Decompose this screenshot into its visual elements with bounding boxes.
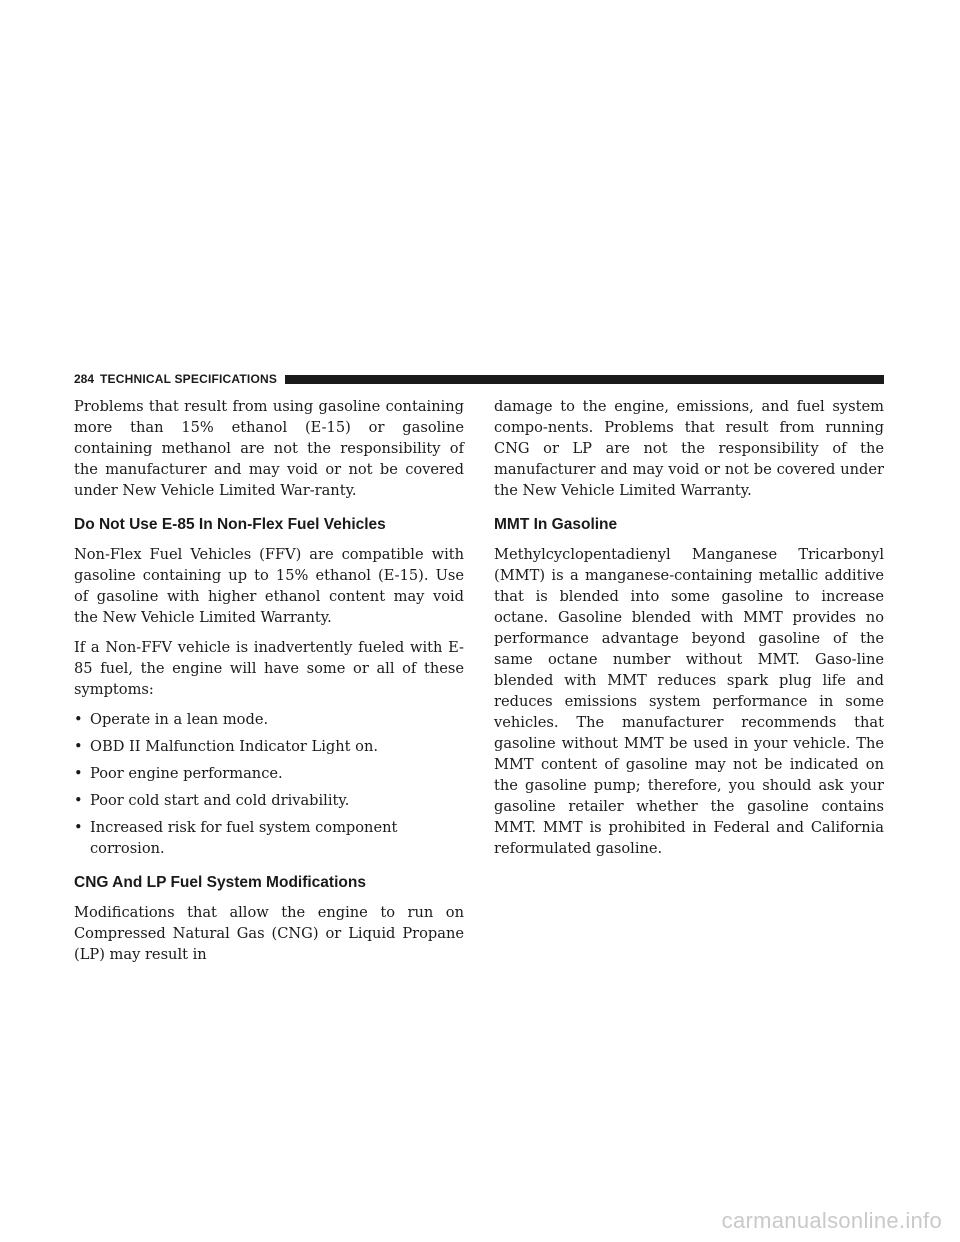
list-item [74, 790, 464, 811]
page-number: 284 [74, 372, 95, 386]
list-item-text: Operate in a lean mode. [90, 711, 269, 728]
intro-paragraph: Problems that result from using gasoline containing more than 15% ethanol (E-15) or gasoline containing methanol are not the responsibility of the manufacturer and may void or not be covered under New Vehicle Limited War-ranty. [74, 398, 464, 499]
bullet-icon: • [74, 819, 83, 836]
list-item [74, 736, 464, 757]
list-item-text: OBD II Malfunction Indicator Light on. [90, 738, 378, 755]
list-item [74, 817, 464, 859]
e85-paragraph-1: Non-Flex Fuel Vehicles (FFV) are compatible with gasoline containing up to 15% ethanol (E-15). Use of gasoline with higher ethanol content may void the New Vehicle Limited Warranty. [74, 546, 464, 626]
list-item-text: Poor cold start and cold drivability. [90, 792, 350, 809]
cng-paragraph-continued: damage to the engine, emissions, and fuel system compo-nents. Problems that result from running CNG or LP are not the responsibility of the manufacturer and may void or not be covered under the New Vehicle Limited Warranty. [494, 398, 884, 499]
page-header [74, 371, 884, 387]
cng-heading: CNG And LP Fuel System Modifications [74, 874, 366, 891]
bullet-icon: • [74, 765, 83, 782]
list-item [74, 763, 464, 784]
left-column [74, 396, 464, 974]
cng-paragraph-1: Modifications that allow the engine to run on Compressed Natural Gas (CNG) or Liquid Propane (LP) may result in [74, 904, 464, 963]
bullet-icon: • [74, 711, 83, 728]
list-item-text: Increased risk for fuel system component corrosion. [90, 819, 398, 857]
bullet-icon: • [74, 738, 83, 755]
section-title: TECHNICAL SPECIFICATIONS [100, 372, 278, 386]
list-item [74, 709, 464, 730]
e85-heading: Do Not Use E-85 In Non-Flex Fuel Vehicles [74, 516, 386, 533]
e85-paragraph-2: If a Non-FFV vehicle is inadvertently fueled with E-85 fuel, the engine will have some or all of these symptoms: [74, 639, 464, 698]
right-column [494, 396, 884, 868]
symptom-list [74, 709, 464, 859]
mmt-heading: MMT In Gasoline [494, 516, 618, 533]
list-item-text: Poor engine performance. [90, 765, 283, 782]
header-rule [285, 375, 884, 384]
watermark: carmanualsonline.info [721, 1208, 942, 1233]
bullet-icon: • [74, 792, 83, 809]
mmt-paragraph: Methylcyclopentadienyl Manganese Tricarbonyl (MMT) is a manganese-containing metallic additive that is blended into some gasoline to increase octane. Gasoline blended with MMT provides no performance advantage beyond gasoline of the same octane number without MMT. Gaso-line blended with MMT reduces spark plug life and reduces emissions system performance in some vehicles. The manufacturer recommends that gasoline without MMT be used in your vehicle. The MMT content of gasoline may not be indicated on the gasoline pump; therefore, you should ask your gasoline retailer whether the gasoline contains MMT. MMT is prohibited in Federal and California reformulated gasoline. [494, 546, 884, 857]
